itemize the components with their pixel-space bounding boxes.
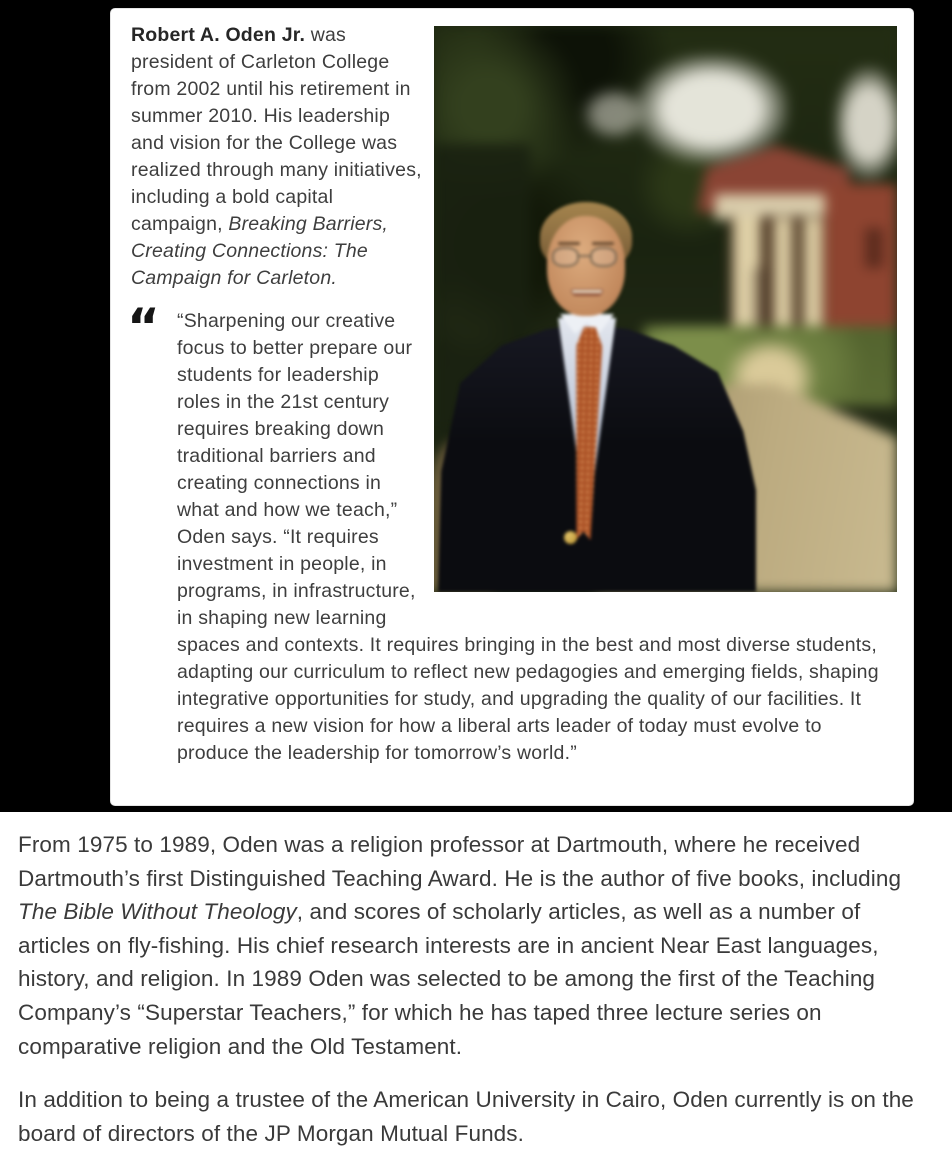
intro-text: was president of Carleton College from 2002 until his retirement in summer 2010. His leadership and vision for the College was realized through many initiatives, including a bold capital campaign, (131, 24, 422, 235)
quote-text: “Sharpening our creative focus to better prepare our students for leadership roles in the 21st century requires breaking down traditional barriers and creating connections in what and how we teach,” Oden says. “It requires investment in people, in programs, in infrastructure, in shaping new learning spaces and contexts. It requires bringing in the best and most diverse students, adapting our curriculum to reflect new pedagogies and emerging fields, shaping integrative opportunities for study, and upgrading the quality of our facilities. It requires a new vision for how a liberal arts leader of today must evolve to produce the leadership for tomorrow’s world.” (177, 310, 879, 764)
eyeglass-lens (552, 247, 579, 267)
eyebrow (592, 242, 614, 245)
eyebrow (558, 242, 580, 245)
p1-text-continued: , and scores of scholarly articles, as well as a number of articles on fly-fishing. His chief research interests are in ancient Near East languages, history, and religion. In 1989 Oden was selected to be among the first of the Teaching Company’s “Superstar Teachers,” for which he has taped three lecture series on comparative religion and the Old Testament. (18, 899, 879, 1059)
body-paragraph-2: In addition to being a trustee of the American University in Cairo, Oden currently is on the board of directors of the JP Morgan Mutual Funds. (18, 1087, 914, 1146)
p1-text: From 1975 to 1989, Oden was a religion professor at Dartmouth, where he received Dartmouth’s first Distinguished Teaching Award. He is the author of five books, including (18, 832, 902, 891)
quote-mark-icon: “ (127, 298, 161, 356)
eyeglass-lens (590, 247, 617, 267)
bio-body (0, 812, 952, 1163)
smile (571, 289, 603, 296)
eyeglasses (552, 247, 622, 271)
body-paragraph-1 (18, 828, 934, 1063)
bio-card (110, 8, 914, 806)
campaign-title: Breaking Barriers, Creating Connections: The Campaign for Carleton. (131, 213, 389, 289)
book-title: The Bible Without Theology (18, 899, 297, 925)
pull-quote (127, 298, 897, 767)
eyeglass-bridge (578, 255, 591, 257)
person-name: Robert A. Oden Jr. (131, 24, 306, 46)
